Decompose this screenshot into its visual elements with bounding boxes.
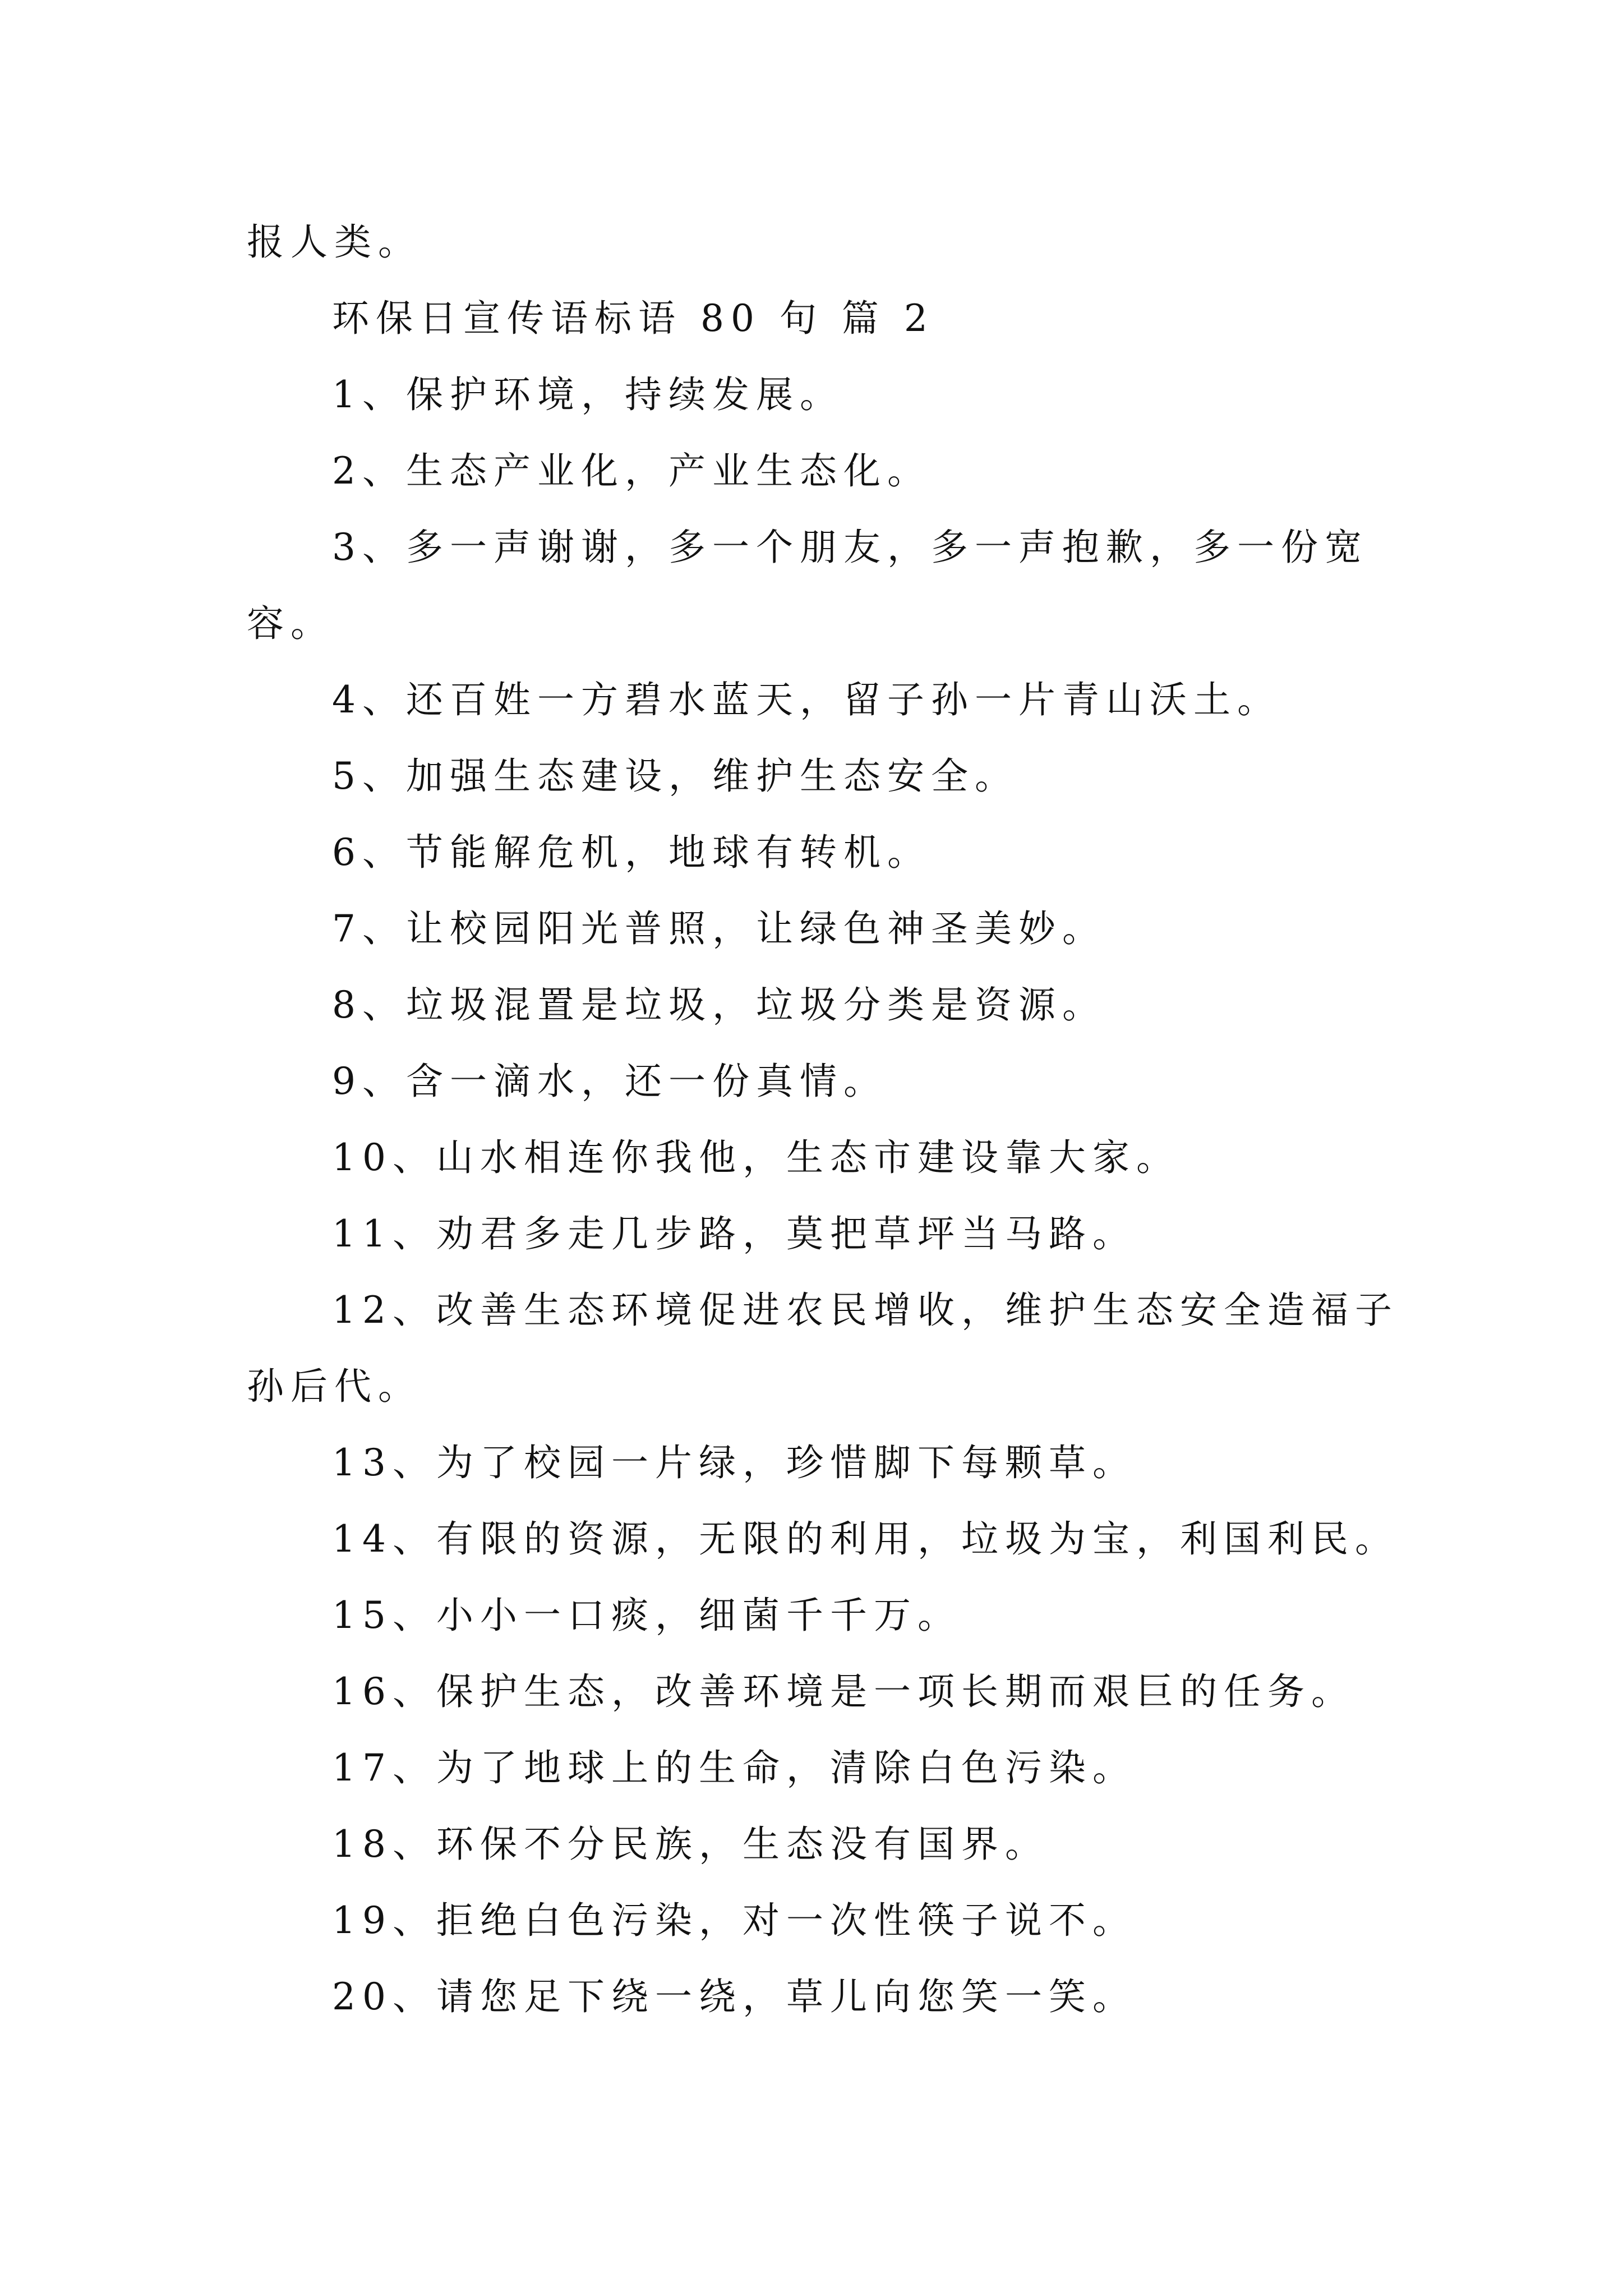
list-item: 11、劝君多走几步路，莫把草坪当马路。 (332, 1212, 1136, 1255)
list-item: 14、有限的资源，无限的利用，垃圾为宝，利国利民。 (332, 1517, 1399, 1561)
list-item: 8、垃圾混置是垃圾，垃圾分类是资源。 (332, 983, 1106, 1027)
list-item: 5、加强生态建设，维护生态安全。 (332, 754, 1018, 798)
list-item: 13、为了校园一片绿，珍惜脚下每颗草。 (332, 1441, 1136, 1484)
list-item: 20、请您足下绕一绕，草儿向您笑一笑。 (332, 1975, 1136, 2018)
list-item: 19、拒绝白色污染，对一次性筷子说不。 (332, 1899, 1136, 1942)
section-title: 环保日宣传语标语 80 句 篇 2 (332, 297, 934, 340)
list-item-continuation: 孙后代。 (247, 1365, 422, 1408)
list-item-continuation: 容。 (247, 602, 334, 645)
list-item: 10、山水相连你我他，生态市建设靠大家。 (332, 1136, 1180, 1179)
list-item: 7、让校园阳光普照，让绿色神圣美妙。 (332, 907, 1106, 950)
list-item: 12、改善生态环境促进农民增收，维护生态安全造福子 (332, 1289, 1399, 1332)
list-item: 4、还百姓一方碧水蓝天，留子孙一片青山沃土。 (332, 678, 1281, 721)
list-item: 1、保护环境，持续发展。 (332, 373, 843, 416)
list-item: 15、小小一口痰，细菌千千万。 (332, 1594, 961, 1637)
continuation-text: 报人类。 (247, 220, 422, 264)
list-item: 9、含一滴水，还一份真情。 (332, 1060, 887, 1103)
list-item: 18、环保不分民族，生态没有国界。 (332, 1823, 1049, 1866)
list-item: 6、节能解危机，地球有转机。 (332, 831, 931, 874)
list-item: 16、保护生态，改善环境是一项长期而艰巨的任务。 (332, 1670, 1355, 1713)
list-item: 17、为了地球上的生命，清除白色污染。 (332, 1746, 1136, 1789)
list-item: 2、生态产业化，产业生态化。 (332, 449, 931, 493)
list-item: 3、多一声谢谢，多一个朋友，多一声抱歉，多一份宽 (332, 526, 1368, 569)
